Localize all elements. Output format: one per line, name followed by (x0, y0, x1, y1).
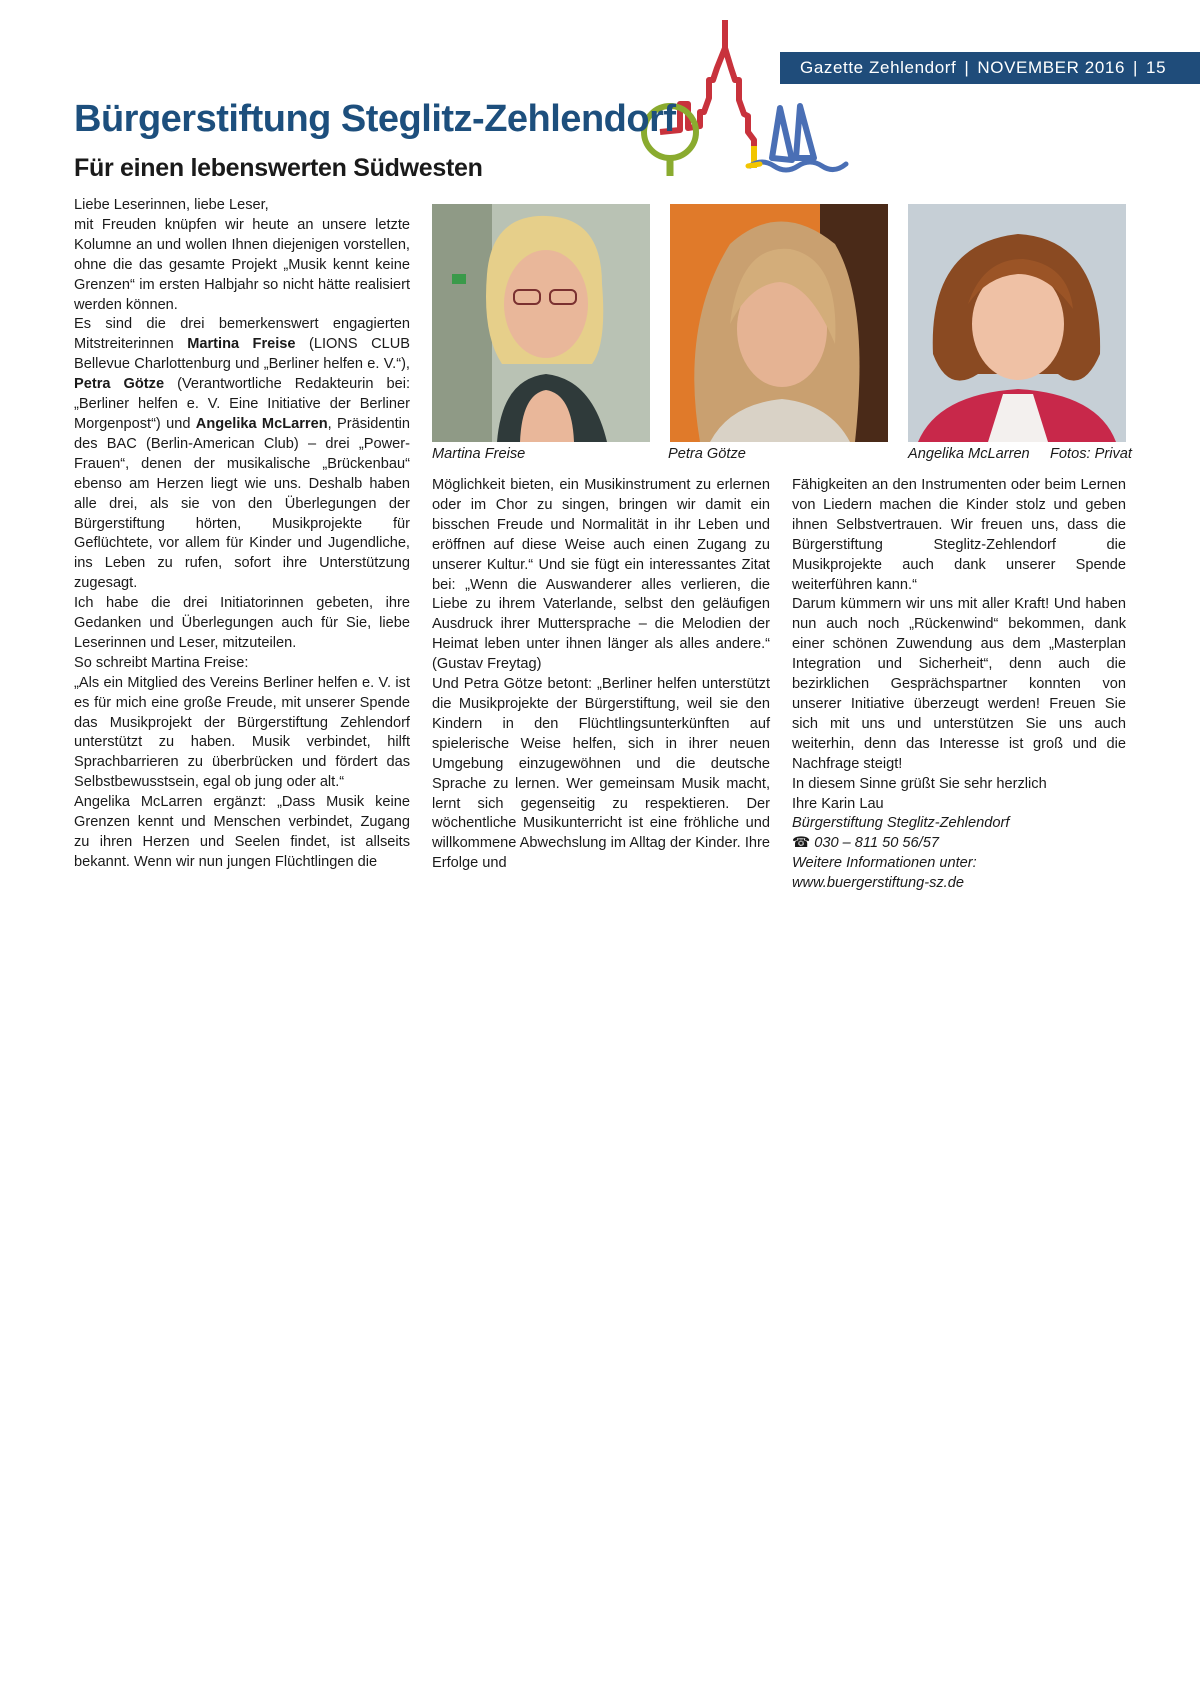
paragraph: Fähigkeiten an den Instrumenten oder beim Lernen von Liedern machen die Kinder stolz und geben ihnen Selbstvertrauen. Wir freuen uns, dass die Bürgerstiftung Steglitz-Zehlendorf die Musikprojekte auch dank unserer Spende weiterführen kann.“ (792, 477, 1126, 593)
more-info-text: Weitere Informationen unter: (792, 855, 977, 872)
name-bold: Martina Freise (187, 336, 296, 353)
paragraph: Und Petra Götze betont: „Berliner helfen unterstützt die Musikprojekte der Bürgerstiftung, weil sie den Kindern in den Flüchtlingsunterkünften auf spielerische Weise helfen, sich in ihrer neuen Umgebung einzugewöhnen und die deutsche Sprache zu lernen. Wer gemeinsam Musik macht, lernt sich gegenseitig zu respektieren. Der wöchentliche Musikunterricht ist eine fröhliche und willkommene Abwechslung im Alltag der Kinder. Ihre Erfolge und (432, 676, 770, 872)
photo-caption: Martina Freise (432, 446, 526, 462)
page-number: 15 (1146, 58, 1167, 77)
phone-number (792, 834, 1126, 854)
text-run: Es sind die drei bemerkenswert engagierten Mitstreiterinnen (74, 316, 410, 353)
phone-number-text: ☎ 030 – 811 50 56/57 (792, 835, 939, 852)
text-run: (Verantwortliche Redakteurin bei: „Berliner helfen e. V. Eine Initiative der Berliner Morgenpost“) und (74, 376, 410, 432)
portrait-photo-martina-freise (432, 204, 650, 442)
organization-name-text: Bürgerstiftung Steglitz-Zehlendorf (792, 815, 1010, 832)
paragraph: So schreibt Martina Freise: (74, 654, 249, 671)
signature-name: Ihre Karin Lau (792, 795, 884, 812)
paragraph: mit Freuden knüpfen wir heute an unsere letzte Kolumne an und wollen Ihnen diejenigen vorstellen, ohne die das gesamte Projekt „Musik kennt keine Grenzen“ im ersten Halbjahr so nicht hätte realisiert werden können. (74, 216, 410, 313)
paragraph: Darum kümmern wir uns mit aller Kraft! Und haben nun auch noch „Rückenwind“ bekommen, dank einer schönen Zuwendung aus dem „Masterplan Integration und Sicherheit“, denn auch die bezirklichen Gesprächspartner konnten von unserer Initiative überzeugt werden! Freuen Sie sich mit uns und unterstützen Sie uns auch weiterhin, denn das Interesse ist groß und die Nachfrage steigt! (792, 596, 1126, 772)
photo-caption: Petra Götze (668, 446, 746, 462)
header-separator: | (1133, 58, 1139, 77)
paragraph: Ich habe die drei Initiatorinnen gebeten, ihre Gedanken und Überlegungen auch für Sie, liebe Leserinnen und Leser, mitzuteilen. (74, 595, 410, 651)
photo-caption: Angelika McLarren (908, 446, 1030, 462)
portrait-photo-petra-goetze (670, 204, 888, 442)
photo-credit: Fotos: Privat (1050, 446, 1132, 462)
text-column-1 (74, 196, 410, 873)
website-link[interactable] (792, 874, 1126, 894)
text-run: , Präsidentin des BAC (Berlin-American Club) – drei „Power-Frauen“, denen der musikalische „Brückenbau“ ebenso am Herzen liegt wie uns. Deshalb haben alle drei, als sie von den Überlegungen der Bürgerstiftung hörten, Musikprojekte für Geflüchtete, vor allem für Kinder und Jugendliche, ins Leben zu rufen, sofort ihre Unterstützung zugesagt. (74, 415, 411, 592)
paragraph: „Als ein Mitglied des Vereins Berliner helfen e. V. ist es für mich eine große Freude, mit unserer Spende das Musikprojekt der Bürgerstiftung Zehlendorf unterstützt zu haben. Musik verbindet, hilft Sprachbarrieren zu überbrücken und fördert das Selbstbewusstsein, egal ob jung oder alt.“ (74, 674, 410, 791)
publication-name: Gazette Zehlendorf (800, 58, 957, 77)
paragraph (74, 315, 410, 594)
paragraph: In diesem Sinne grüßt Sie sehr herzlich (792, 775, 1047, 792)
text-column-3 (792, 476, 1126, 894)
portrait-photo-angelika-mclarren (908, 204, 1126, 442)
article-title: Bürgerstiftung Steglitz-Zehlendorf (74, 98, 676, 140)
paragraph: Liebe Leserinnen, liebe Leser, (74, 197, 269, 213)
more-info-label (792, 854, 1126, 874)
paragraph: Angelika McLarren ergänzt: „Dass Musik keine Grenzen kennt und Menschen verbindet, Zugang zu ihren Herzen und Seelen findet, ist allseits bekannt. Wenn wir nun jungen Flüchtlingen die (74, 794, 410, 870)
website-link-text[interactable]: www.buergerstiftung-sz.de (792, 875, 964, 892)
name-bold: Angelika McLarren (195, 415, 328, 432)
article-subtitle: Für einen lebenswerten Südwesten (74, 154, 483, 182)
paragraph: Möglichkeit bieten, ein Musikinstrument zu erlernen oder im Chor zu singen, bringen wir damit ein bisschen Freude und Normalität in ihr Leben und eröffnen auf diese Weise auch einen Zugang zu unserer Kultur.“ Und sie fügt ein interessantes Zitat bei: „Wenn die Auswanderer alles verlieren, die Liebe zu ihrem Vaterlande, selbst den geläufigen Ausdruck ihrer Muttersprache – die Melodien der Heimat leben unter ihnen länger als alles andere.“ (Gustav Freytag) (432, 477, 770, 673)
header-separator: | (964, 58, 970, 77)
text-run: (LIONS CLUB Bellevue Charlottenburg und „Berliner helfen e. V.“), (74, 336, 410, 373)
text-column-2 (432, 476, 770, 874)
name-bold: Petra Götze (74, 376, 165, 393)
organization-name (792, 814, 1126, 834)
issue-date: NOVEMBER 2016 (977, 58, 1126, 77)
